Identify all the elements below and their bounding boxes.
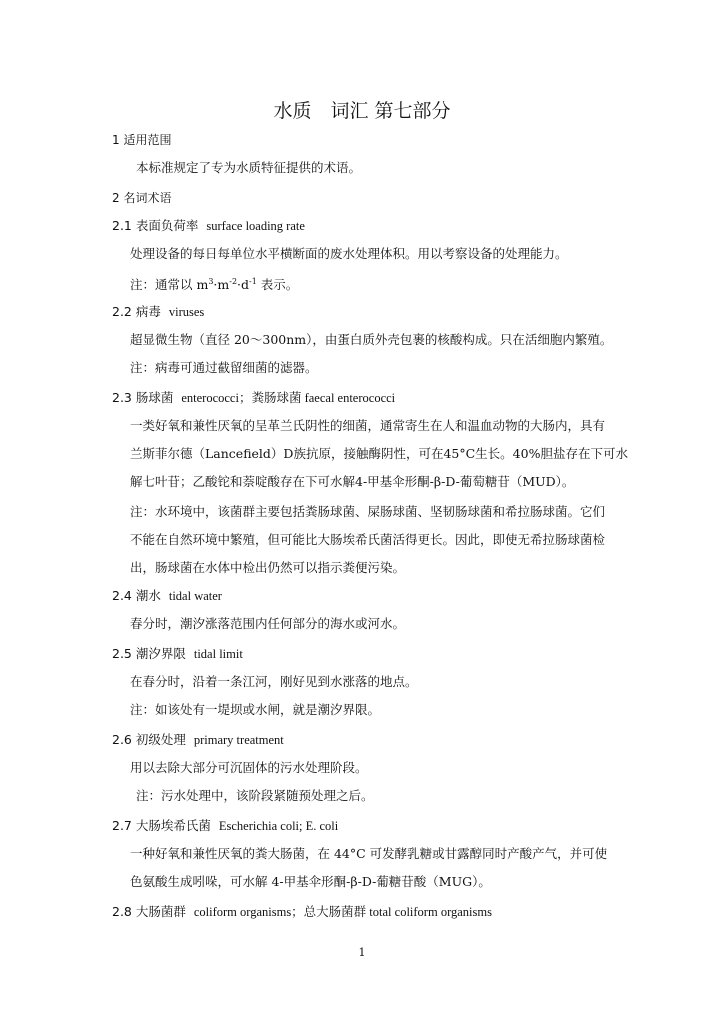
term-2-3-heading (112, 390, 395, 406)
term-2-2-heading (112, 304, 204, 320)
note-text: ·d (237, 277, 250, 293)
term-2-6-cn: 2.6 初级处理 (112, 732, 186, 747)
term-2-5-heading (112, 646, 243, 662)
term-2-8-en: coliform organisms；总大肠菌群 total coliform organisms (193, 905, 492, 919)
term-2-5-cn: 2.5 潮汐界限 (112, 646, 186, 661)
term-2-1-note (130, 274, 298, 293)
section-1-text: 本标准规定了专为水质特征提供的术语。 (136, 160, 362, 175)
term-2-7-definition-line-1: 一种好氧和兼性厌氧的粪大肠菌，在 44°C 可发酵乳糖或甘露醇同时产酸产气，并可使 (130, 846, 608, 861)
term-2-2-en: viruses (168, 305, 205, 319)
term-2-2-note: 注：病毒可通过截留细菌的滤器。 (130, 360, 318, 375)
term-2-1-cn: 2.1 表面负荷率 (112, 218, 199, 233)
term-2-1-en: surface loading rate (206, 219, 305, 233)
term-2-4-heading (112, 588, 222, 604)
term-2-3-note-line-2: 不能在自然环境中繁殖，但可能比大肠埃希氏菌活得更长。因此，即使无希拉肠球菌检 (130, 532, 606, 547)
term-2-2-definition: 超显微生物（直径 20～300nm），由蛋白质外壳包裹的核酸构成。只在活细胞内繁殖。 (130, 332, 613, 347)
term-2-4-en: tidal water (168, 589, 222, 603)
note-text: ·m (213, 277, 230, 293)
term-2-6-definition: 用以去除大部分可沉固体的污水处理阶段。 (130, 760, 368, 775)
term-2-1-definition: 处理设备的每日每单位水平横断面的废水处理体积。用以考察设备的处理能力。 (130, 246, 568, 261)
term-2-3-note-line-1: 注：水环境中，该菌群主要包括粪肠球菌、屎肠球菌、坚韧肠球菌和希拉肠球菌。它们 (130, 504, 606, 519)
note-text: 表示。 (256, 277, 299, 293)
term-2-5-note: 注：如该处有一堤坝或水闸，就是潮汐界限。 (130, 702, 381, 717)
term-2-6-heading (112, 732, 284, 748)
term-2-6-en: primary treatment (193, 733, 284, 747)
section-2-heading: 2 名词术语 (112, 191, 172, 205)
page-title: 水质 词汇 第七部分 (273, 100, 451, 122)
section-1-heading: 1 适用范围 (112, 133, 172, 147)
term-2-7-en: Escherichia coli; E. coli (218, 819, 339, 833)
superscript: -2 (229, 277, 238, 286)
term-2-7-definition-line-2: 色氨酸生成吲哚，可水解 4-甲基伞形酮-β-D-葡糖苷酸（MUG）。 (130, 874, 491, 889)
term-2-3-en: enterococci；粪肠球菌 faecal enterococci (181, 391, 396, 405)
term-2-3-definition-line-3: 解七叶苷；乙酸铊和萘啶酸存在下可水解4-甲基伞形酮-β-D-葡萄糖苷（MUD）。 (130, 474, 575, 489)
term-2-4-cn: 2.4 潮水 (112, 588, 161, 603)
term-2-5-definition: 在春分时，沿着一条江河，刚好见到水涨落的地点。 (130, 674, 418, 689)
term-2-5-en: tidal limit (193, 647, 243, 661)
term-2-7-cn: 2.7 大肠埃希氏菌 (112, 818, 211, 833)
term-2-8-cn: 2.8 大肠菌群 (112, 904, 186, 919)
term-2-3-cn: 2.3 肠球菌 (112, 390, 174, 405)
superscript: -1 (249, 277, 257, 286)
note-text: 注：通常以 m (130, 277, 209, 293)
page-number: 1 (358, 946, 366, 959)
term-2-3-definition-line-1: 一类好氧和兼性厌氧的呈革兰氏阴性的细菌，通常寄生在人和温血动物的大肠内，具有 (130, 418, 606, 433)
term-2-4-definition: 春分时，潮汐涨落范围内任何部分的海水或河水。 (130, 616, 406, 631)
term-2-7-heading (112, 818, 338, 834)
term-2-6-note: 注：污水处理中，该阶段紧随预处理之后。 (136, 788, 374, 803)
term-2-3-definition-line-2: 兰斯菲尔德（Lancefield）D族抗原，接触酶阴性，可在45°C生长。40%胆盐存在下可水 (130, 446, 628, 461)
superscript: 3 (208, 277, 214, 286)
term-2-1-heading (112, 218, 305, 234)
term-2-3-note-line-3: 出，肠球菌在水体中检出仍然可以指示粪便污染。 (130, 560, 406, 575)
term-2-2-cn: 2.2 病毒 (112, 304, 161, 319)
term-2-8-heading (112, 904, 492, 920)
